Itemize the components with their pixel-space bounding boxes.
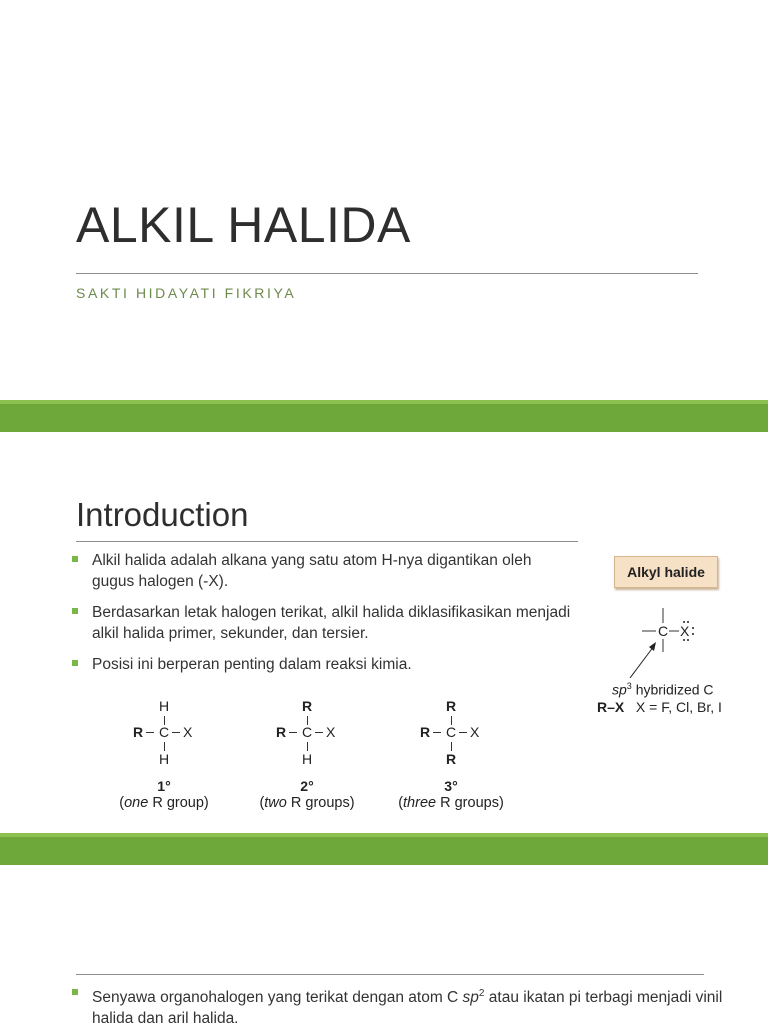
tertiary-structure [371,694,531,811]
bullet-list [72,550,572,685]
atom-left: R [420,724,431,740]
bullet-square-icon [72,989,78,995]
section-heading: Introduction [76,496,249,533]
title-divider [76,273,698,274]
alkyl-halide-label-box: Alkyl halide [614,556,718,588]
primary-structure [84,694,244,811]
introduction-slide [0,432,768,833]
atom-center: C [159,724,170,740]
third-slide [0,865,768,1028]
slide-subtitle: SAKTI HIDAYATI FIKRIYA [76,285,297,301]
atom-left: R [276,724,287,740]
bullet-square-icon [72,556,78,562]
halogen-atom: X [680,623,690,639]
degree-number: 3° [444,778,458,794]
bullet-item: Alkil halida adalah alkana yang satu atom H-nya digantikan oleh gugus halogen (-X). [72,550,572,592]
bullet-square-icon [72,608,78,614]
title-slide [0,0,768,400]
bullet-item: Senyawa organohalogen yang terikat dengan atom C $sp^2$ atau ikatan pi terbagi menjadi vinil halida dan aril halida. [72,983,732,1029]
atom-center: C [302,724,313,740]
bullet-item: Posisi ini berperan penting dalam reaksi kimia. [72,654,572,675]
degree-number: 2° [300,778,314,794]
carbon-atom: C [658,623,669,639]
halogen-equation: R–X X = F, Cl, Br, I [597,699,722,715]
bullet-item: Berdasarkan letak halogen terikat, alkil halida diklasifikasikan menjadi alkil halida primer, sekunder, dan tersier. [72,602,572,644]
atom-bottom: R [446,751,457,767]
hybridization-caption: $sp^3$ hybridized C [612,681,714,698]
structure-diagram [227,694,387,774]
heading-divider [76,541,578,542]
secondary-structure [227,694,387,811]
slide-separator-2 [0,833,768,865]
sp3-carbon-diagram [590,608,750,678]
atom-right: X [183,724,193,740]
slide-separator-1 [0,400,768,432]
structure-diagram [371,694,531,774]
slide-title: ALKIL HALIDA [76,197,411,253]
degree-number: 1° [157,778,171,794]
atom-bottom: H [302,751,313,767]
degree-caption: (one R group) [119,795,209,811]
atom-top: R [446,698,457,714]
degree-caption: (three R groups) [398,795,504,811]
atom-left: R [133,724,144,740]
atom-right: X [470,724,480,740]
heading-divider [76,974,704,975]
atom-center: C [446,724,457,740]
bullet-square-icon [72,660,78,666]
atom-bottom: H [159,751,170,767]
atom-right: X [326,724,336,740]
structure-diagram [84,694,244,774]
atom-top: R [302,698,313,714]
degree-caption: (two R groups) [259,795,355,811]
atom-top: H [159,698,170,714]
